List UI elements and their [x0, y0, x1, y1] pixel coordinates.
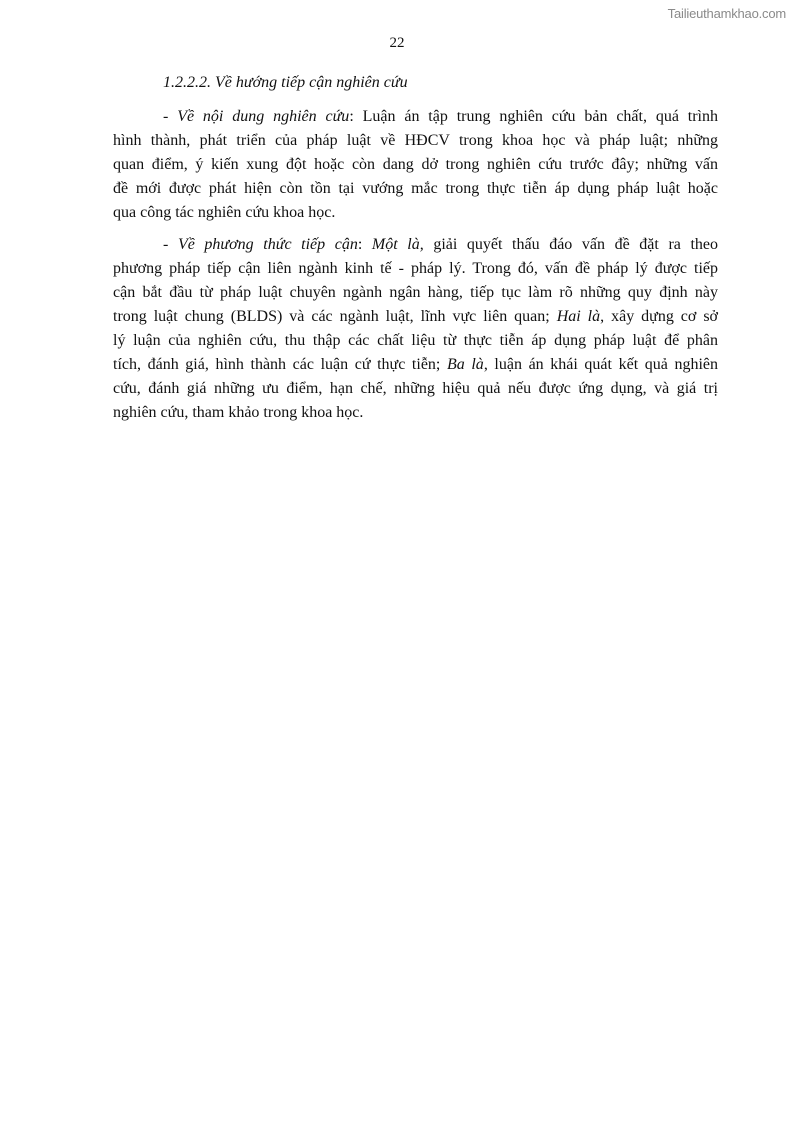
- text-span: lý luận của nghiên cứu, thu thập các chất liệu từ thực tiễn áp dụng pháp luật để phân: [113, 332, 718, 349]
- text-line: [113, 201, 718, 225]
- text-span: , luận án khái quát kết quả nghiên: [483, 356, 718, 373]
- text-line: [113, 329, 718, 353]
- text-line: [113, 281, 718, 305]
- text-span: -: [163, 236, 178, 253]
- text-span: quan điểm, ý kiến xung đột hoặc còn dang dở trong nghiên cứu trước đây; những vấn: [113, 156, 718, 173]
- paragraph-approach: [113, 233, 718, 425]
- text-line: [113, 129, 718, 153]
- text-line: [113, 305, 718, 329]
- text-line: [113, 401, 718, 425]
- text-span: phương pháp tiếp cận liên ngành kinh tế - pháp lý. Trong đó, vấn đề pháp lý được tiếp: [113, 260, 718, 277]
- italic-text: Hai là: [556, 308, 601, 325]
- text-line: [113, 257, 718, 281]
- italic-text: Về nội dung nghiên cứu: [177, 108, 350, 125]
- text-span: qua công tác nghiên cứu khoa học.: [113, 204, 336, 221]
- text-line: [113, 153, 718, 177]
- page-number: 22: [389, 35, 405, 51]
- paragraph-content: [113, 105, 718, 225]
- text-line: [113, 233, 718, 257]
- text-span: tích, đánh giá, hình thành các luận cứ thực tiễn;: [113, 356, 447, 373]
- text-span: cận bắt đầu từ pháp luật chuyên ngành ngân hàng, tiếp tục làm rõ những quy định này: [113, 284, 718, 301]
- text-span: trong luật chung (BLDS) và các ngành luật, lĩnh vực liên quan;: [113, 308, 557, 325]
- text-line: [113, 177, 718, 201]
- italic-text: Một là,: [371, 236, 424, 253]
- text-span: nghiên cứu, tham khảo trong khoa học.: [113, 404, 364, 421]
- text-line: [113, 105, 718, 129]
- text-line: [113, 377, 718, 401]
- italic-text: Ba là: [446, 356, 484, 373]
- text-span: , xây dựng cơ sở: [600, 308, 719, 325]
- text-span: : Luận án tập trung nghiên cứu bản chất, quá trình: [349, 108, 718, 125]
- text-span: đề mới được phát hiện còn tồn tại vướng mắc trong thực tiễn áp dụng pháp luật hoặc: [113, 180, 718, 197]
- text-span: :: [357, 236, 372, 253]
- text-span: hình thành, phát triển của pháp luật về HĐCV trong khoa học và pháp luật; những: [113, 132, 718, 149]
- text-span: cứu, đánh giá những ưu điểm, hạn chế, những hiệu quả nếu được ứng dụng, và giá trị: [113, 380, 718, 397]
- text-line: [113, 353, 718, 377]
- section-heading: 1.2.2.2. Về hướng tiếp cận nghiên cứu: [163, 74, 408, 91]
- watermark: Tailieuthamkhao.com: [667, 6, 786, 21]
- text-span: giải quyết thấu đáo vấn đề đặt ra theo: [423, 236, 719, 253]
- italic-text: Về phương thức tiếp cận: [177, 236, 358, 253]
- text-span: -: [163, 108, 178, 125]
